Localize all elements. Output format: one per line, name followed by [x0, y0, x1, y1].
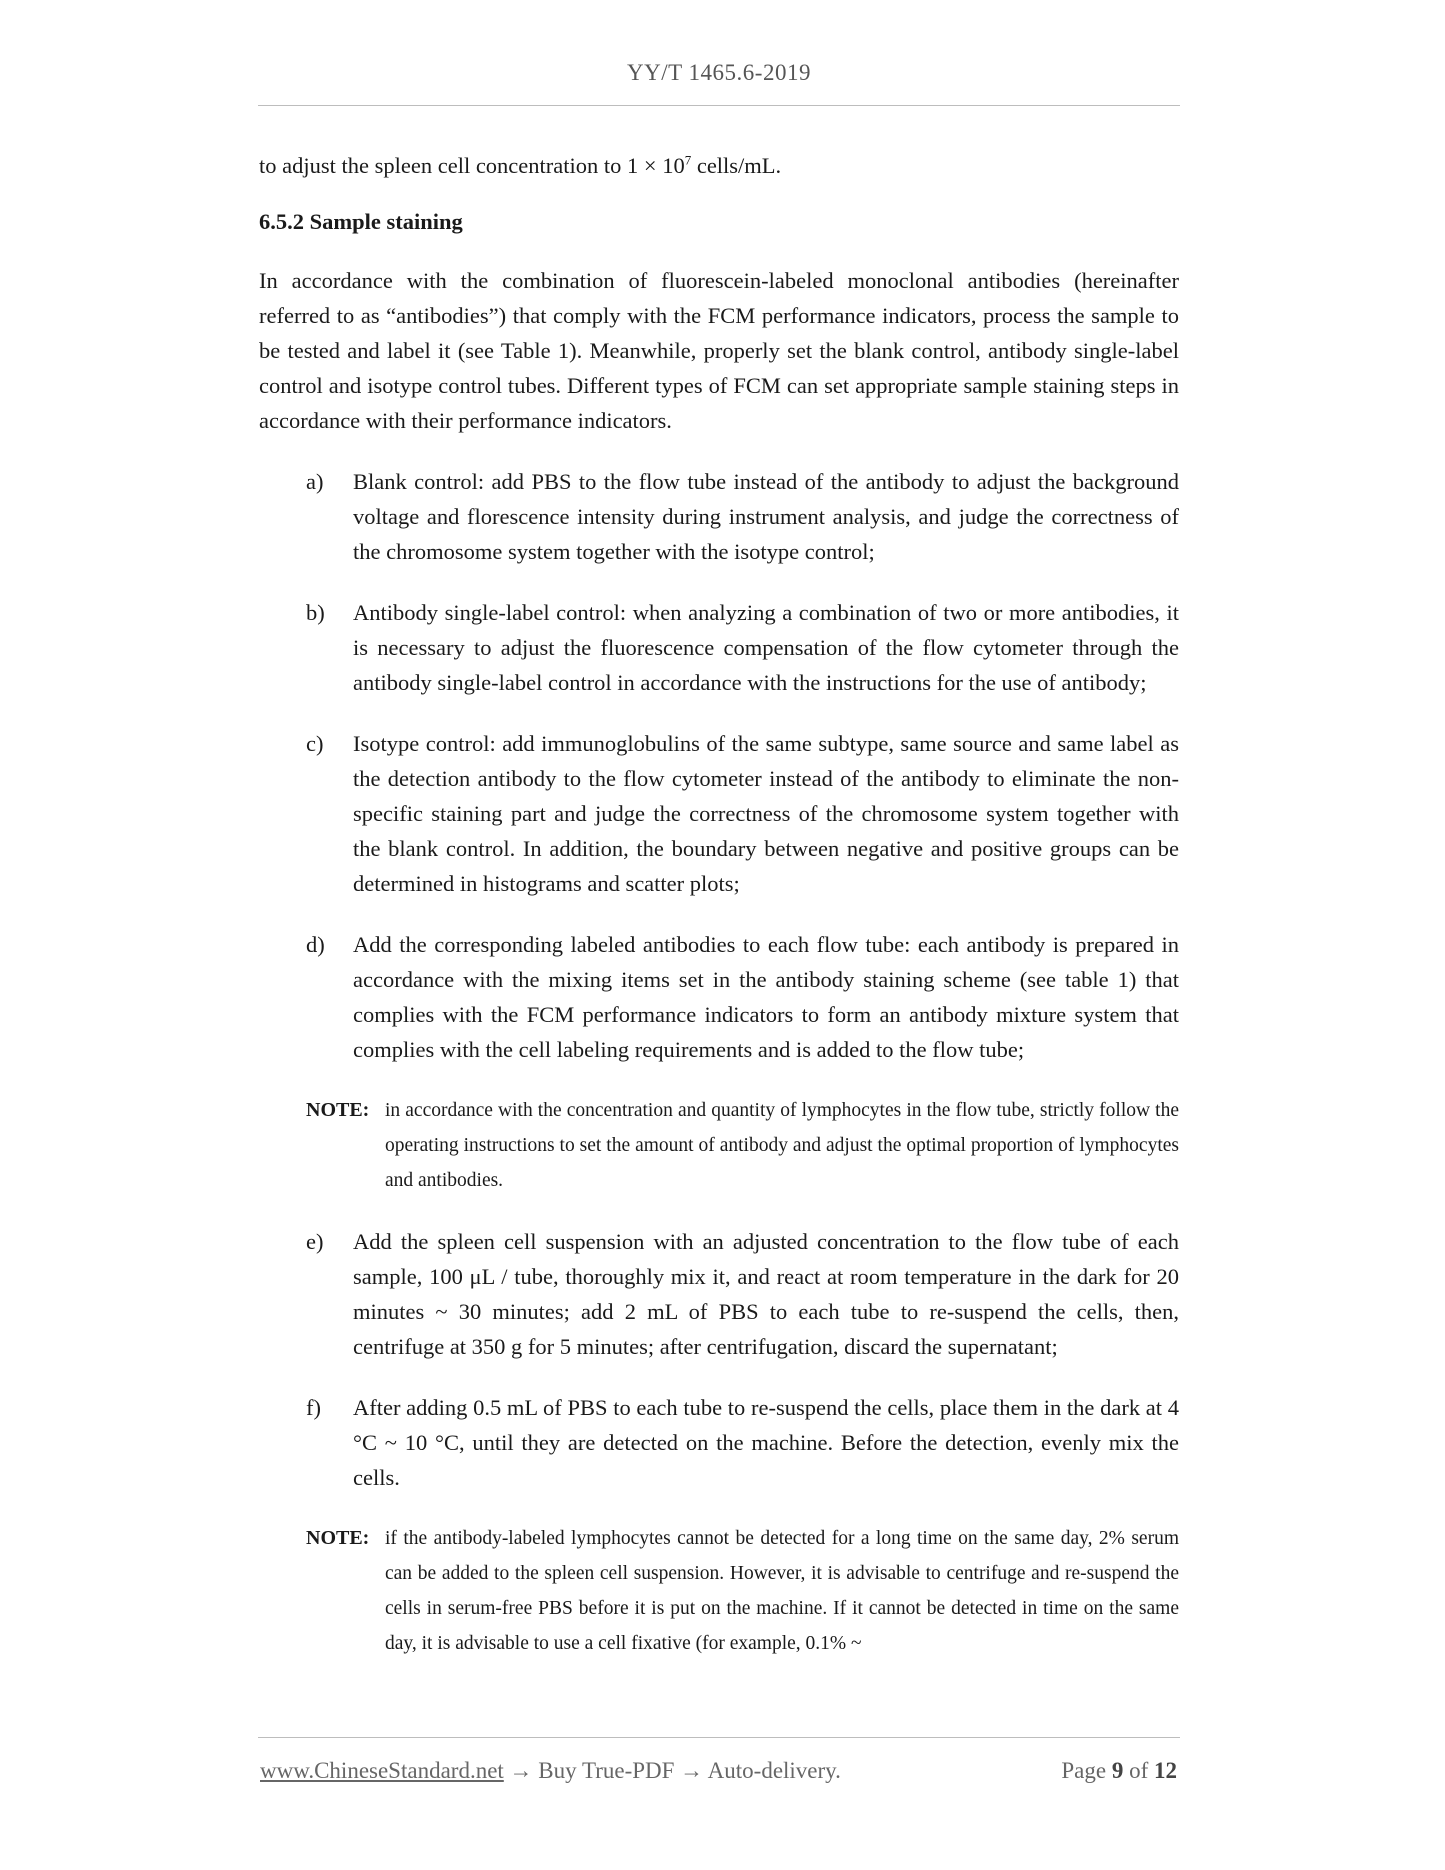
lead-text-suffix: cells/mL. — [691, 153, 782, 178]
page-number: 9 — [1111, 1758, 1124, 1783]
list-item-text: Blank control: add PBS to the flow tube instead of the antibody to adjust the background voltage and florescence intensity during instrument analysis, and judge the correctness of the chromosome system together with the isotype control; — [353, 469, 1179, 564]
note-2 — [306, 1521, 1179, 1661]
list-item-text: Add the spleen cell suspension with an adjusted concentration to the flow tube of each sample, 100 μL / tube, thoroughly mix it, and react at room temperature in the dark for 20 minutes ~ 30 minutes; add 2 mL of PBS to each tube to re-suspend the cells, then, centrifuge at 350 g for 5 minutes; after centrifugation, discard the supernatant; — [353, 1229, 1179, 1359]
footer-divider — [258, 1737, 1180, 1738]
list-item-text: Antibody single-label control: when analyzing a combination of two or more antibodies, it is necessary to adjust the fluorescence compensation of the flow cytometer through the antibody single-label control in accordance with the instructions for the use of antibody; — [353, 600, 1179, 695]
list-item-text: Add the corresponding labeled antibodies to each flow tube: each antibody is prepared in accordance with the mixing items set in the antibody staining scheme (see table 1) that complies with the FCM performance indicators to form an antibody mixture system that complies with the cell labeling requirements and is added to the flow tube; — [353, 932, 1179, 1062]
list-marker: e) — [306, 1229, 324, 1254]
list-item-text: Isotype control: add immunoglobulins of the same subtype, same source and same label as the detection antibody to the flow cytometer instead of the antibody to eliminate the non-specific staining part and judge the correctness of the chromosome system together with the blank control. In addition, the boundary between negative and positive groups can be determined in histograms and scatter plots; — [353, 731, 1179, 896]
list-item-text: After adding 0.5 mL of PBS to each tube to re-suspend the cells, place them in the dark at 4 °C ~ 10 °C, until they are detected on the machine. Before the detection, evenly mix the cells. — [353, 1395, 1179, 1490]
page-content — [259, 148, 1179, 1687]
page-total: 12 — [1154, 1758, 1177, 1783]
lead-paragraph — [259, 148, 1179, 183]
list-item-f — [259, 1390, 1179, 1495]
note-1 — [306, 1093, 1179, 1198]
list-marker: f) — [306, 1395, 321, 1420]
footer-promo — [260, 1758, 841, 1784]
header-divider — [258, 105, 1180, 106]
of-label: of — [1129, 1758, 1149, 1783]
site-link[interactable]: www.ChineseStandard.net — [260, 1758, 504, 1783]
page-header-standard-code: YY/T 1465.6-2019 — [627, 60, 811, 85]
list-item-d — [259, 927, 1179, 1067]
section-heading: 6.5.2 Sample staining — [259, 209, 463, 234]
note-text: in accordance with the concentration and quantity of lymphocytes in the flow tube, strictly follow the operating instructions to set the amount of antibody and adjust the optimal proportion of lymphocytes and antibodies. — [385, 1100, 1179, 1191]
list-item-b — [259, 595, 1179, 700]
intro-paragraph: In accordance with the combination of fluorescein-labeled monoclonal antibodies (hereinafter referred to as “antibodies”) that comply with the FCM performance indicators, process the sample to be tested and label it (see Table 1). Meanwhile, properly set the blank control, antibody single-label control and isotype control tubes. Different types of FCM can set appropriate sample staining steps in accordance with their performance indicators. — [259, 268, 1179, 433]
page-label: Page — [1061, 1758, 1107, 1783]
list-item-a — [259, 464, 1179, 569]
list-marker: c) — [306, 731, 324, 756]
note-label: NOTE: — [306, 1527, 370, 1549]
lead-text-exponent: 7 — [684, 152, 692, 168]
list-marker: b) — [306, 600, 325, 625]
footer-tagline: → Buy True-PDF → Auto-delivery. — [503, 1758, 841, 1783]
list-marker: a) — [306, 469, 324, 494]
lead-text-prefix: to adjust the spleen cell concentration to 1 × 10 — [259, 153, 685, 178]
note-label: NOTE: — [306, 1099, 370, 1121]
page-counter — [1061, 1758, 1177, 1784]
list-item-c — [259, 726, 1179, 901]
list-marker: d) — [306, 932, 325, 957]
note-text: if the antibody-labeled lymphocytes cannot be detected for a long time on the same day, 2% serum can be added to the spleen cell suspension. However, it is advisable to centrifuge and re-suspend the cells in serum-free PBS before it is put on the machine. If it cannot be detected in time on the same day, it is advisable to use a cell fixative (for example, 0.1% ~ — [385, 1528, 1179, 1654]
list-item-e — [259, 1224, 1179, 1364]
